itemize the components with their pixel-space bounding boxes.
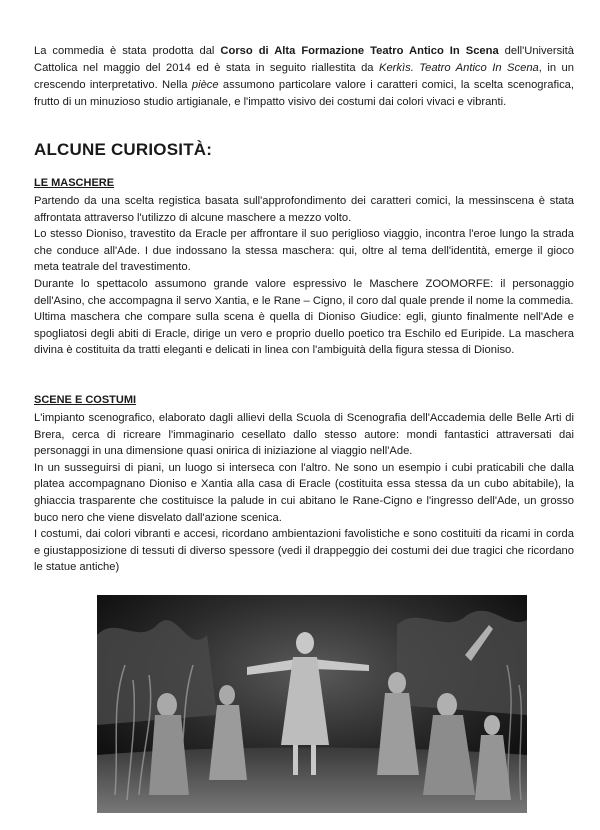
intro-text: La commedia è stata prodotta dal [34,45,221,57]
scenes-section [34,410,574,576]
intro-text: , in un crescendo interpretativo. Nella [34,62,574,91]
scenes-title: SCENE E COSTUMI [34,394,137,406]
masks-section [34,193,574,359]
intro-text: dell'Università Cattolica nel maggio del 2014 ed è stata in seguito riallestita da [34,45,574,74]
intro-company-name: Kerkìs. Teatro Antico In Scena [379,62,539,74]
masks-paragraph: Partendo da una scelta registica basata sull'approfondimento dei caratteri comici, la messinscena è stata affrontata attraverso l'utilizzo di alcune maschere a mezzo volto. [34,195,574,224]
scenes-paragraph: In un susseguirsi di piani, un luogo si interseca con l'altro. Ne sono un esempio i cubi praticabili che dalla platea accompagnano Dioniso e Xantia alla casa di Eracle (costituita essa stessa da un cubo abitabile), la ghiaccia trasparente che costituisce la palude in cui abitano le Rane-Cigno e l'ingresso dell'Ade, un grosso buco nero che viene disvelato dall'azione scenica. [34,461,574,524]
masks-paragraph: Ultima maschera che compare sulla scena è quella di Dioniso Giudice: egli, giunto finalmente nell'Ade e spogliatosi degli abiti di Eracle, dirige un vero e proprio duello poetico tra Eschilo ed Euripide. La maschera divina è costituita da tratti eleganti e delicati in linea con l'ambiguità della figura stessa di Dioniso. [34,311,574,357]
section-heading: ALCUNE CURIOSITÀ: [34,140,213,159]
masks-title: LE MASCHERE [34,177,115,189]
stage-photo-drawing [97,595,527,813]
masks-paragraph: Durante lo spettacolo assumono grande valore espressivo le Maschere ZOOMORFE: il personaggio dell'Asino, che accompagna il servo Xantia, e le Rane – Cigno, il coro dal quale prende il nome la commedia. [34,277,574,307]
masks-paragraph: Lo stesso Dioniso, travestito da Eracle per affrontare il suo periglioso viaggio, incontra l'eroe lungo la strada che conduce all'Ade. I due indossano la stessa maschera: qui, oltre al tema dell'identità, emerge il gioco meta teatrale del travestimento. [34,228,574,274]
scenes-paragraph: I costumi, dai colori vibranti e accesi, ricordano ambientazioni favolistiche e sono costituiti da ricami in corda e giustapposizione di tessuti di diverso spessore (vedi il drappeggio dei costumi dei due tragici che ricordano le statue antiche) [34,528,574,574]
intro-text: assumono particolare valore i caratteri comici, la scelta scenografica, frutto di un minuzioso studio artigianale, e l'impatto visivo dei costumi dai colori vivaci e vibranti. [34,79,574,108]
intro-paragraph [34,43,574,111]
intro-piece-word: pièce [191,79,219,91]
stage-photo [97,595,527,813]
intro-course-name: Corso di Alta Formazione Teatro Antico In Scena [220,45,499,57]
scenes-paragraph: L'impianto scenografico, elaborato dagli allievi della Scuola di Scenografia dell'Accademia delle Belle Arti di Brera, cerca di ricreare l'immaginario cesellato dallo stesso autore: mondi fantastici attraversati dai personaggi in una dimensione quasi onirica di iniziazione al viaggio nell'Ade. [34,412,574,458]
